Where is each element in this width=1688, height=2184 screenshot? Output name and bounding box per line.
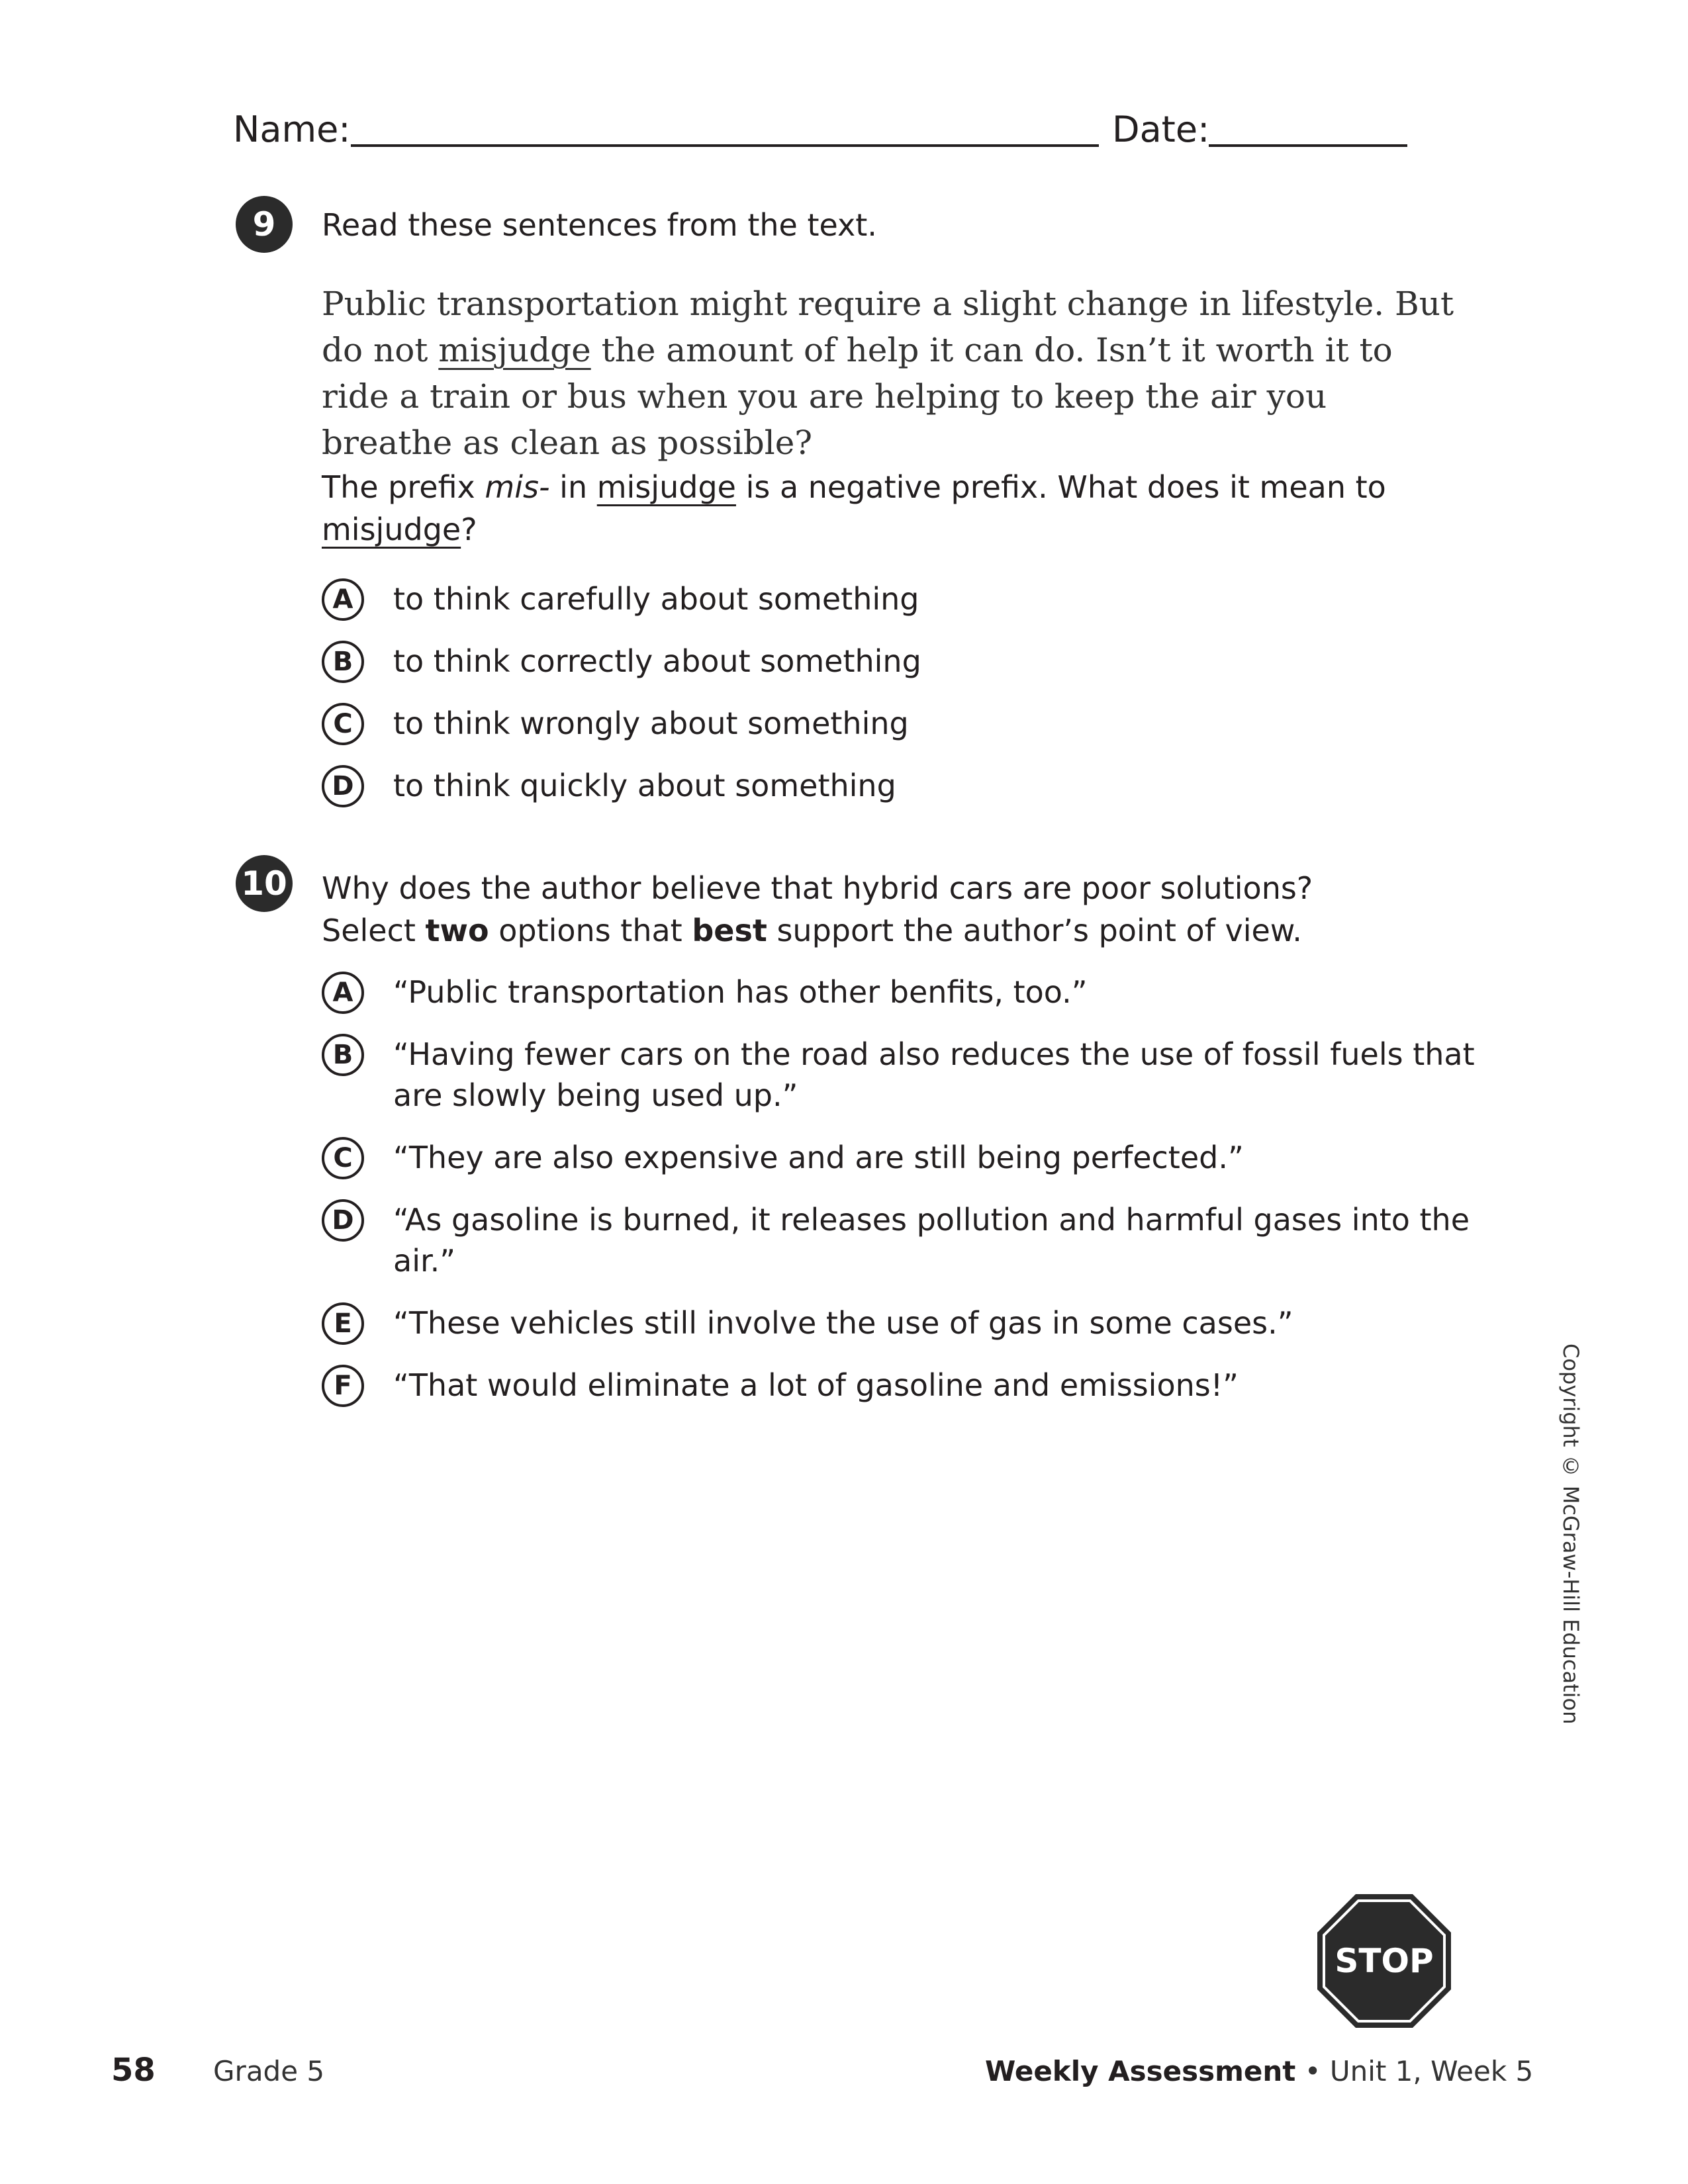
page-number: 58 xyxy=(111,2052,156,2089)
answer-bubble[interactable]: A xyxy=(322,578,364,621)
answer-bubble[interactable]: F xyxy=(322,1365,364,1407)
question-10-prompt xyxy=(322,867,1487,952)
question-9-prompt xyxy=(322,466,1460,551)
stop-label: STOP xyxy=(1335,1942,1434,1980)
name-field[interactable] xyxy=(351,144,1099,147)
passage-text-after: the amount of help it can do. Isn’t it worth it to ride a train or bus when you are helping to keep the air you breathe as clean as possible? xyxy=(322,331,1393,462)
option-text: “Public transportation has other benfits, too.” xyxy=(393,974,1088,1010)
assessment-info xyxy=(985,2055,1533,2087)
prompt-line-1: Why does the author believe that hybrid cars are poor solutions? xyxy=(322,870,1313,906)
answer-bubble[interactable]: B xyxy=(322,641,364,683)
passage-underlined-word: misjudge xyxy=(438,331,591,369)
date-label: Date: xyxy=(1112,109,1210,150)
option-text: “They are also expensive and are still being perfected.” xyxy=(393,1140,1244,1175)
grade-label: Grade 5 xyxy=(213,2055,325,2087)
option-text: to think correctly about something xyxy=(393,643,921,679)
q10-option-f[interactable] xyxy=(322,1365,1479,1407)
passage-text-before: Public transportation might require a slight change in lifestyle. But do not xyxy=(322,285,1454,369)
q9-option-a[interactable] xyxy=(322,578,1479,621)
prompt-part-3: is a negative prefix. What does it mean to xyxy=(735,469,1386,505)
answer-bubble[interactable]: C xyxy=(322,703,364,745)
prompt-line-2a: Select xyxy=(322,913,426,948)
q10-option-b[interactable] xyxy=(322,1034,1479,1116)
q10-option-e[interactable] xyxy=(322,1302,1479,1345)
option-text: “That would eliminate a lot of gasoline and emissions!” xyxy=(393,1367,1239,1403)
q9-option-b[interactable] xyxy=(322,641,1479,683)
prompt-line-2e: support the author’s point of view. xyxy=(767,913,1302,948)
name-label: Name: xyxy=(233,109,351,150)
answer-bubble[interactable]: D xyxy=(322,765,364,807)
answer-bubble[interactable]: A xyxy=(322,972,364,1014)
answer-bubble[interactable]: B xyxy=(322,1034,364,1076)
question-9-number: 9 xyxy=(236,196,293,253)
q9-option-c[interactable] xyxy=(322,703,1479,745)
unit-week: Unit 1, Week 5 xyxy=(1329,2055,1534,2087)
stop-sign-icon xyxy=(1315,1891,1454,2030)
prompt-underlined-word: misjudge xyxy=(596,469,736,505)
copyright-notice: Copyright © McGraw-Hill Education xyxy=(1558,1343,1583,1725)
answer-bubble[interactable]: E xyxy=(322,1302,364,1345)
prompt-prefix: mis- xyxy=(485,469,550,505)
q9-option-d[interactable] xyxy=(322,765,1479,807)
prompt-end: ? xyxy=(461,512,477,547)
question-9-intro: Read these sentences from the text. xyxy=(322,207,877,243)
prompt-underlined-word-2: misjudge xyxy=(322,512,461,547)
question-9-passage xyxy=(322,281,1460,466)
date-field[interactable] xyxy=(1209,144,1407,147)
option-text: to think carefully about something xyxy=(393,581,919,617)
prompt-emphasis-two: two xyxy=(425,913,489,948)
q10-option-d[interactable] xyxy=(322,1199,1479,1281)
prompt-part-2: in xyxy=(549,469,597,505)
answer-bubble[interactable]: D xyxy=(322,1199,364,1242)
prompt-emphasis-best: best xyxy=(692,913,767,948)
prompt-line-2c: options that xyxy=(489,913,692,948)
q10-option-a[interactable] xyxy=(322,972,1479,1014)
assessment-title: Weekly Assessment xyxy=(985,2055,1296,2087)
question-10-number: 10 xyxy=(236,855,293,912)
footer-separator: • xyxy=(1295,2055,1330,2087)
q10-option-c[interactable] xyxy=(322,1137,1479,1179)
prompt-part-1: The prefix xyxy=(322,469,485,505)
option-text: to think wrongly about something xyxy=(393,705,909,741)
option-text: “These vehicles still involve the use of gas in some cases.” xyxy=(393,1305,1293,1341)
option-text: to think quickly about something xyxy=(393,768,896,803)
answer-bubble[interactable]: C xyxy=(322,1137,364,1179)
option-text: “Having fewer cars on the road also reduces the use of fossil fuels that are slowly being used up.” xyxy=(393,1036,1475,1113)
option-text: “As gasoline is burned, it releases pollution and harmful gases into the air.” xyxy=(393,1202,1470,1279)
